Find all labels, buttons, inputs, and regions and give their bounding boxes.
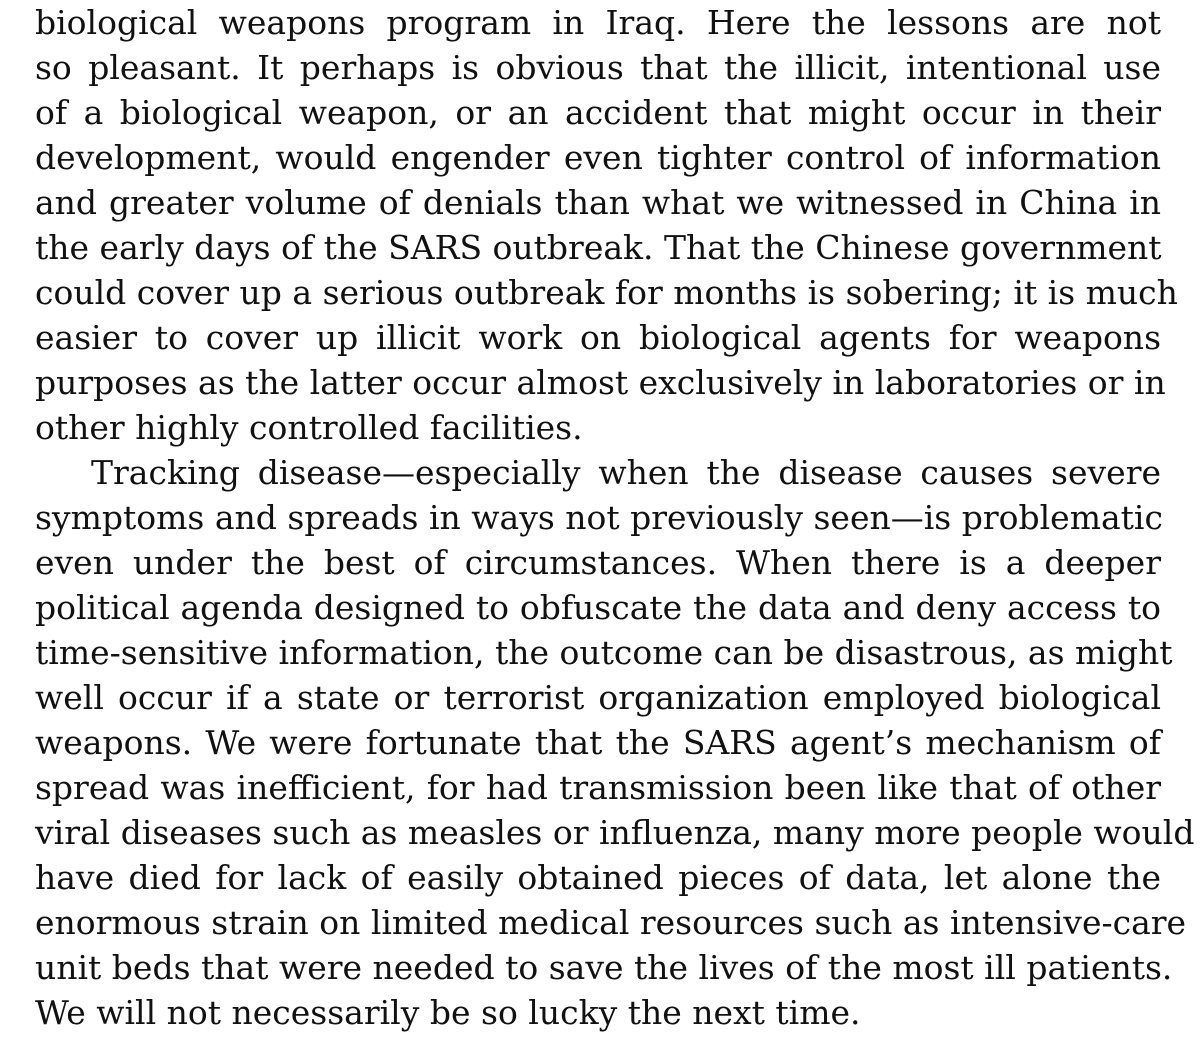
paragraph-2	[35, 450, 1195, 1035]
text-line: of a biological weapon, or an accident that might occur in their	[35, 93, 1161, 132]
text-line: biological weapons program in Iraq. Here the lessons are not	[35, 3, 1161, 42]
text-line: symptoms and spreads in ways not previously seen—is problematic	[35, 498, 1163, 537]
text-line: have died for lack of easily obtained pieces of data, let alone the	[35, 858, 1161, 897]
text-line: even under the best of circumstances. When there is a deeper	[35, 543, 1161, 582]
document-page	[35, 0, 1195, 1035]
text-line: time-sensitive information, the outcome can be disastrous, as might	[35, 633, 1173, 672]
text-line: enormous strain on limited medical resources such as intensive-care	[35, 903, 1187, 942]
text-line: viral diseases such as measles or influenza, many more people would	[35, 813, 1195, 852]
text-line: unit beds that were needed to save the lives of the most ill patients.	[35, 948, 1173, 987]
text-line: other highly controlled facilities.	[35, 408, 583, 447]
text-line: weapons. We were fortunate that the SARS agent’s mechanism of	[35, 723, 1161, 762]
text-line: could cover up a serious outbreak for months is sobering; it is much	[35, 273, 1178, 312]
text-line: development, would engender even tighter control of information	[35, 138, 1161, 177]
paragraph-1	[35, 0, 1178, 450]
text-line: and greater volume of denials than what we witnessed in China in	[35, 183, 1161, 222]
text-line: well occur if a state or terrorist organization employed biological	[35, 678, 1161, 717]
text-line: spread was inefficient, for had transmission been like that of other	[35, 768, 1161, 807]
text-line: political agenda designed to obfuscate the data and deny access to	[35, 588, 1161, 627]
text-line: the early days of the SARS outbreak. That the Chinese government	[35, 228, 1162, 267]
text-line: Tracking disease—especially when the disease causes severe	[91, 453, 1161, 492]
text-line: easier to cover up illicit work on biological agents for weapons	[35, 318, 1161, 357]
text-line: so pleasant. It perhaps is obvious that the illicit, intentional use	[35, 48, 1161, 87]
text-line: We will not necessarily be so lucky the next time.	[35, 993, 861, 1032]
text-line: purposes as the latter occur almost exclusively in laboratories or in	[35, 363, 1166, 402]
